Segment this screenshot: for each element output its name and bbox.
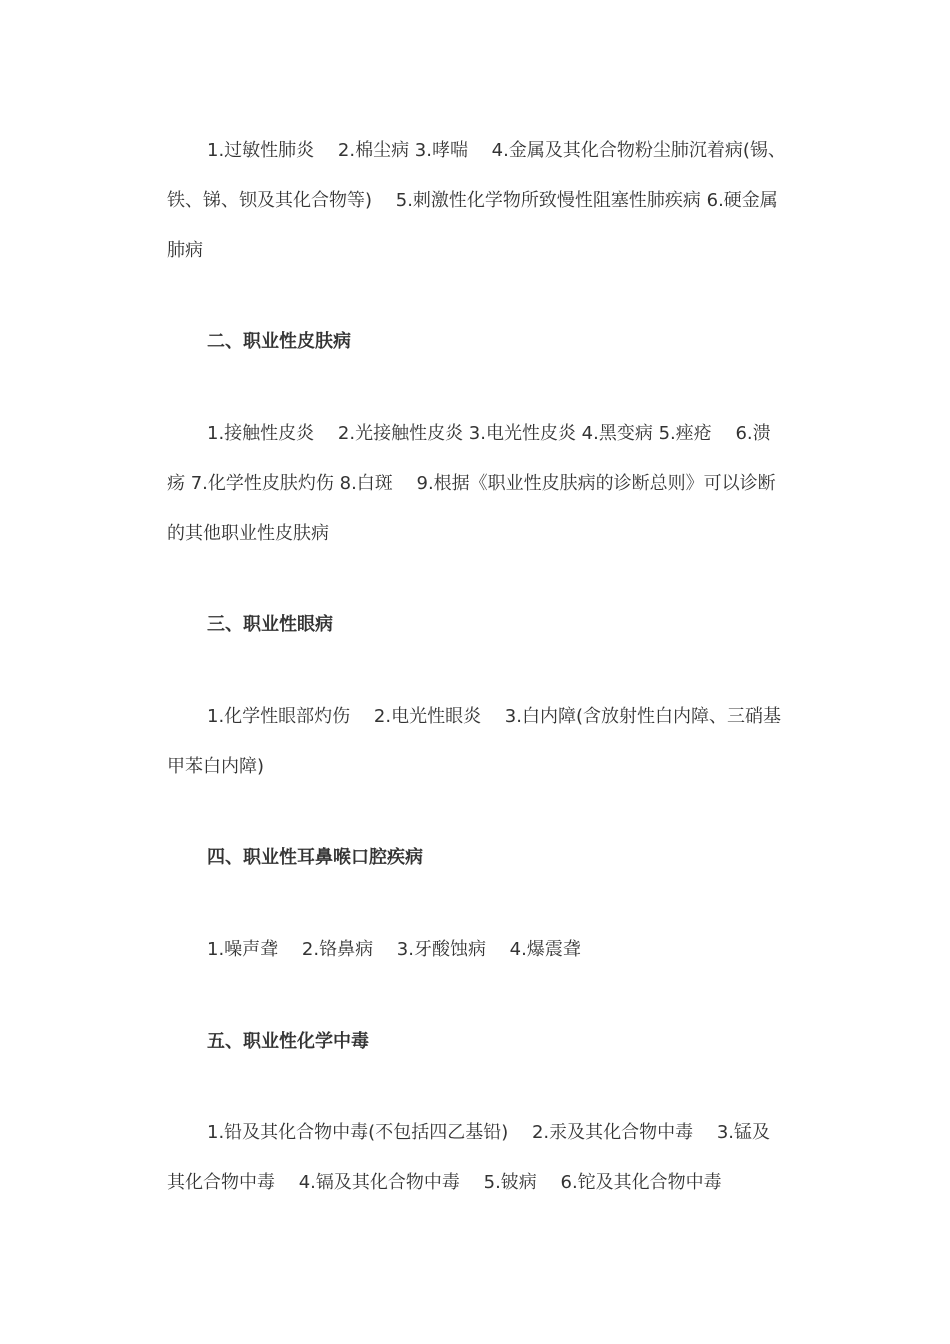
skin-diseases-list-paragraph: 1.接触性皮炎 2.光接触性皮炎 3.电光性皮炎 4.黑变病 5.痤疮 6.溃疡 7.化学性皮肤灼伤 8.白斑 9.根据《职业性皮肤病的诊断总则》可以诊断的其他职业性皮肤病 <box>167 423 776 544</box>
pneumoconiosis-list-paragraph: 1.过敏性肺炎 2.棉尘病 3.哮喘 4.金属及其化合物粉尘肺沉着病(锡、铁、锑、钡及其化合物等) 5.刺激性化学物所致慢性阻塞性肺疾病 6.硬金属肺病 <box>167 140 786 261</box>
eye-diseases-list-paragraph: 1.化学性眼部灼伤 2.电光性眼炎 3.白内障(含放射性白内障、三硝基甲苯白内障) <box>167 706 781 777</box>
chemical-poisoning-list-paragraph: 1.铅及其化合物中毒(不包括四乙基铅) 2.汞及其化合物中毒 3.锰及其化合物中毒 4.镉及其化合物中毒 5.铍病 6.铊及其化合物中毒 <box>167 1122 771 1193</box>
section-heading-ent-oral-diseases: 四、职业性耳鼻喉口腔疾病 <box>207 847 423 868</box>
section-heading-chemical-poisoning: 五、职业性化学中毒 <box>207 1031 369 1052</box>
section-heading-skin-diseases: 二、职业性皮肤病 <box>207 331 351 352</box>
ent-oral-diseases-list-paragraph: 1.噪声聋 2.铬鼻病 3.牙酸蚀病 4.爆震聋 <box>207 939 581 960</box>
section-heading-eye-diseases: 三、职业性眼病 <box>207 614 333 635</box>
